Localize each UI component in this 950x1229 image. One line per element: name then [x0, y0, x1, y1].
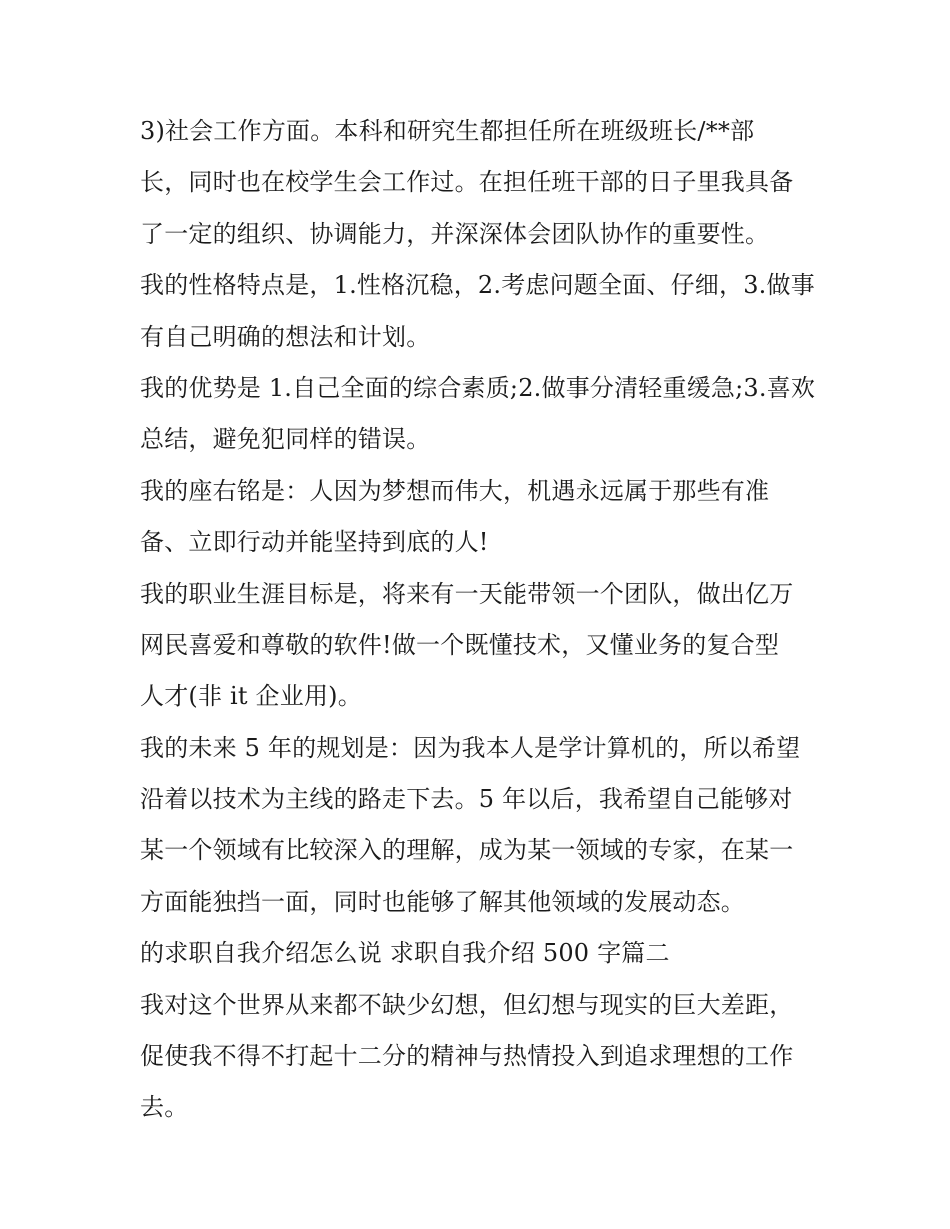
text-line: 我对这个世界从来都不缺少幻想，但幻想与现实的巨大差距， [140, 990, 794, 1019]
text-line: 网民喜爱和尊敬的软件!做一个既懂技术，又懂业务的复合型 [140, 630, 780, 659]
text-line: 人才(非 it 企业用)。 [140, 682, 362, 711]
text-line: 有自己明确的想法和计划。 [140, 322, 431, 351]
text-line: 去。 [140, 1093, 189, 1122]
text-line: 了一定的组织、协调能力，并深深体会团队协作的重要性。 [140, 219, 770, 248]
text-line: 我的座右铭是：人因为梦想而伟大，机遇永远属于那些有准 [140, 476, 770, 505]
text-line: 沿着以技术为主线的路走下去。5 年以后，我希望自己能够对 [140, 785, 793, 814]
section-heading: 的求职自我介绍怎么说 求职自我介绍 500 字篇二 [140, 939, 670, 968]
body-text [140, 106, 820, 1134]
text-line: 我的优势是 1.自己全面的综合素质;2.做事分清轻重缓急;3.喜欢 [140, 373, 816, 402]
text-line: 长，同时也在校学生会工作过。在担任班干部的日子里我具备 [140, 168, 794, 197]
text-line: 我的职业生涯目标是，将来有一天能带领一个团队，做出亿万 [140, 579, 794, 608]
text-line: 促使我不得不打起十二分的精神与热情投入到追求理想的工作 [140, 1042, 794, 1071]
text-line: 总结，避免犯同样的错误。 [140, 425, 431, 454]
text-line: 某一个领域有比较深入的理解，成为某一领域的专家，在某一 [140, 836, 794, 865]
text-line: 备、立即行动并能坚持到底的人! [140, 528, 489, 557]
text-line: 3)社会工作方面。本科和研究生都担任所在班级班长/**部 [140, 117, 755, 145]
text-line: 方面能独挡一面，同时也能够了解其他领域的发展动态。 [140, 887, 745, 916]
text-line: 我的性格特点是，1.性格沉稳，2.考虑问题全面、仔细，3.做事 [140, 271, 815, 300]
text-line: 我的未来 5 年的规划是：因为我本人是学计算机的，所以希望 [140, 733, 801, 762]
